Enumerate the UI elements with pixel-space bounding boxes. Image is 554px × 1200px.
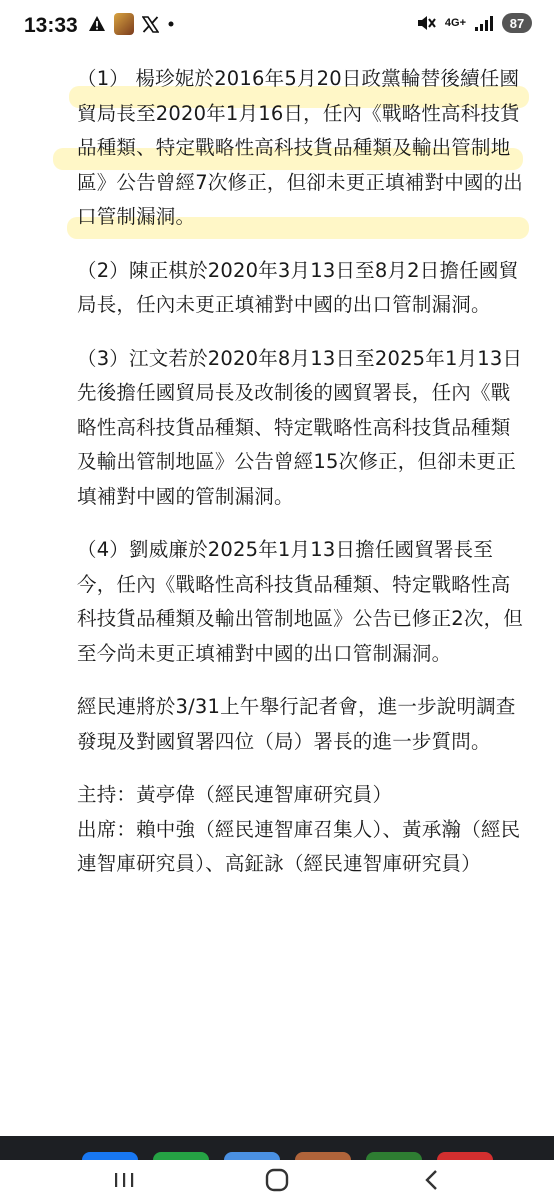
- home-icon: [264, 1167, 290, 1193]
- paragraph-2: [77, 254, 527, 323]
- paragraph-text: （2）陳正棋於2020年3月13日至8月2日擔任國貿局長，任內未更正填補對中國的出口管制漏洞。: [77, 258, 519, 316]
- recents-icon: [112, 1170, 136, 1190]
- paragraph-5: [77, 690, 527, 759]
- paragraph-3: [77, 342, 527, 515]
- status-time: 13:33: [24, 14, 78, 37]
- mute-icon: [415, 13, 437, 33]
- warning-icon: [88, 15, 106, 33]
- paragraph-text: 經民連將於3/31上午舉行記者會，進一步說明調查發現及對國貿署四位（局）署長的進一步質問。: [77, 695, 516, 753]
- host-line: 主持：黃亭偉（經民連智庫研究員）: [77, 783, 393, 806]
- status-bar: [0, 0, 554, 50]
- paragraph-text: （3）江文若於2020年8月13日至2025年1月13日先後擔任國貿局長及改制後的國貿署長，任內《戰略性高科技貨品種類、特定戰略性高科技貨品種類及輸出管制地區》公告曾經15次修正，但卻未更正填補對中國的管制漏洞。: [77, 346, 523, 508]
- navigation-bar: [0, 1160, 554, 1200]
- network-type-label: 4G+: [444, 16, 466, 29]
- x-logo-icon: [142, 16, 159, 33]
- recents-button[interactable]: [94, 1160, 154, 1200]
- home-button[interactable]: [247, 1160, 307, 1200]
- paragraph-text: （1） 楊珍妮於2016年5月20日政黨輪替後續任國貿局長至2020年1月16日，任內《戰略性高科技貨品種類、特定戰略性高科技貨品種類及輸出管制地區》公告曾經7次修正，但卻未更正填補對中國的出口管制漏洞。: [77, 67, 524, 228]
- paragraph-text: （4）劉威廉於2025年1月13日擔任國貿署長至今，任內《戰略性高科技貨品種類、特定戰略性高科技貨品種類及輸出管制地區》公告已修正2次，但至今尚未更正填補對中國的出口管制漏洞。: [77, 538, 524, 665]
- dot-icon: [167, 15, 175, 33]
- back-button[interactable]: [402, 1160, 462, 1200]
- signal-icon: [474, 14, 494, 32]
- paragraph-4: [77, 533, 527, 671]
- system-icons: [415, 13, 532, 33]
- attend-line: 出席：賴中強（經民連智庫召集人）、黃承瀚（經民連智庫研究員）、高鉦詠（經民連智庫研究員）: [77, 817, 521, 875]
- paragraph-1: [77, 62, 527, 235]
- article-content: [77, 62, 527, 882]
- avatar-thumbnail: [114, 13, 134, 35]
- notification-icons: [88, 13, 175, 35]
- back-icon: [422, 1168, 442, 1192]
- battery-indicator: 87: [502, 13, 532, 33]
